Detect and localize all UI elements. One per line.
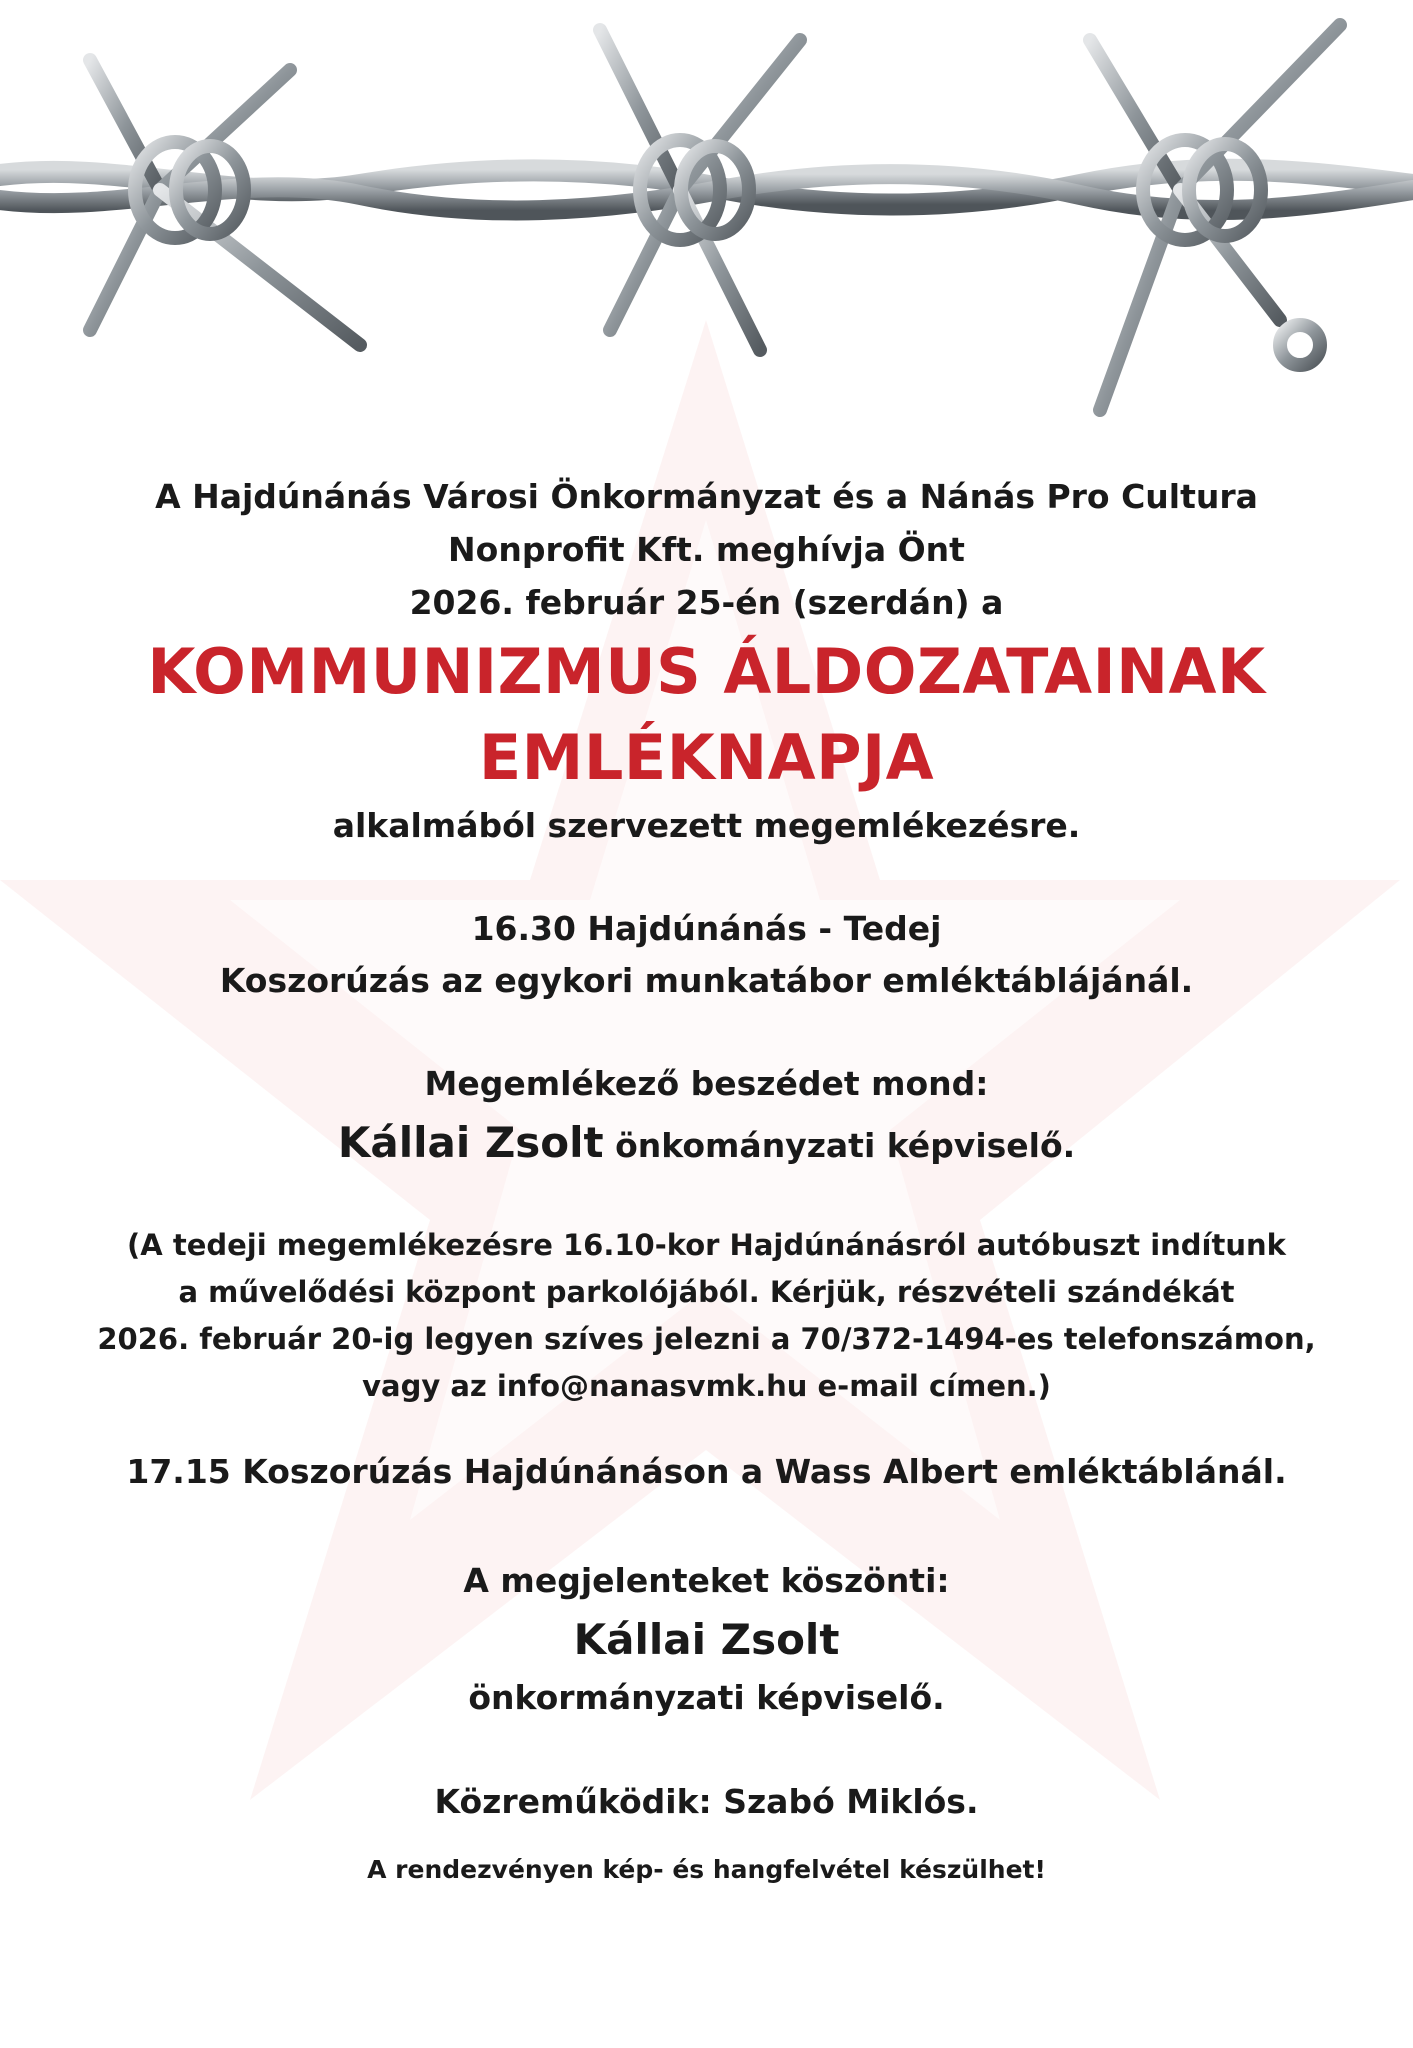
intro-line-2: Nonprofit Kft. meghívja Önt <box>448 530 965 569</box>
event-title-line-2: EMLÉKNAPJA <box>478 721 935 794</box>
occasion-text: alkalmából szervezett megemlékezésre. <box>332 806 1081 845</box>
intro-date: 2026. február 25-én (szerdán) a <box>409 583 1004 622</box>
contributor: Közreműködik: Szabó Miklós. <box>434 1782 979 1821</box>
bus-note-line-3: 2026. február 20-ig legyen szíves jelezni a 70/372-1494-es telefonszámon, <box>97 1322 1316 1356</box>
intro-line-1: A Hajdúnánás Városi Önkormányzat és a Nánás Pro Cultura <box>155 477 1258 516</box>
bus-note-line-1: (A tedeji megemlékezésre 16.10-kor Hajdúnánásról autóbuszt indítunk <box>127 1228 1286 1262</box>
event-time-place: 16.30 Hajdúnánás - Tedej <box>471 909 942 948</box>
bus-note-line-4: vagy az info@nanasvmk.hu e-mail címen.) <box>362 1369 1051 1403</box>
speaker-name: Kállai Zsolt <box>337 1118 604 1167</box>
event-description: Koszorúzás az egykori munkatábor emléktáblájánál. <box>219 961 1194 1000</box>
event-title-line-1: KOMMUNIZMUS ÁLDOZATAINAK <box>147 635 1266 708</box>
greeter-label: A megjelenteket köszönti: <box>463 1561 950 1600</box>
event-title <box>0 629 1413 801</box>
bus-note <box>0 1222 1413 1410</box>
invitation-text <box>0 470 1413 1890</box>
bus-note-line-2: a művelődési központ parkolójából. Kérjük, részvételi szándékát <box>178 1275 1235 1309</box>
greeter-role: önkormányzati képviselő. <box>468 1678 945 1717</box>
intro <box>0 470 1413 629</box>
event2-description: 17.15 Koszorúzás Hajdúnánáson a Wass Albert emléktáblánál. <box>126 1452 1287 1491</box>
speaker-role: önkományzati képviselő. <box>615 1126 1076 1165</box>
speaker-label: Megemlékező beszédet mond: <box>424 1064 989 1103</box>
greeter-name: Kállai Zsolt <box>573 1615 840 1664</box>
barbed-wire-image <box>0 0 1413 440</box>
recording-notice: A rendezvényen kép- és hangfelvétel készülhet! <box>367 1855 1046 1884</box>
event-wass-albert <box>0 1446 1413 1724</box>
event-tedej <box>0 903 1413 1178</box>
speaker-line <box>0 1111 1413 1178</box>
